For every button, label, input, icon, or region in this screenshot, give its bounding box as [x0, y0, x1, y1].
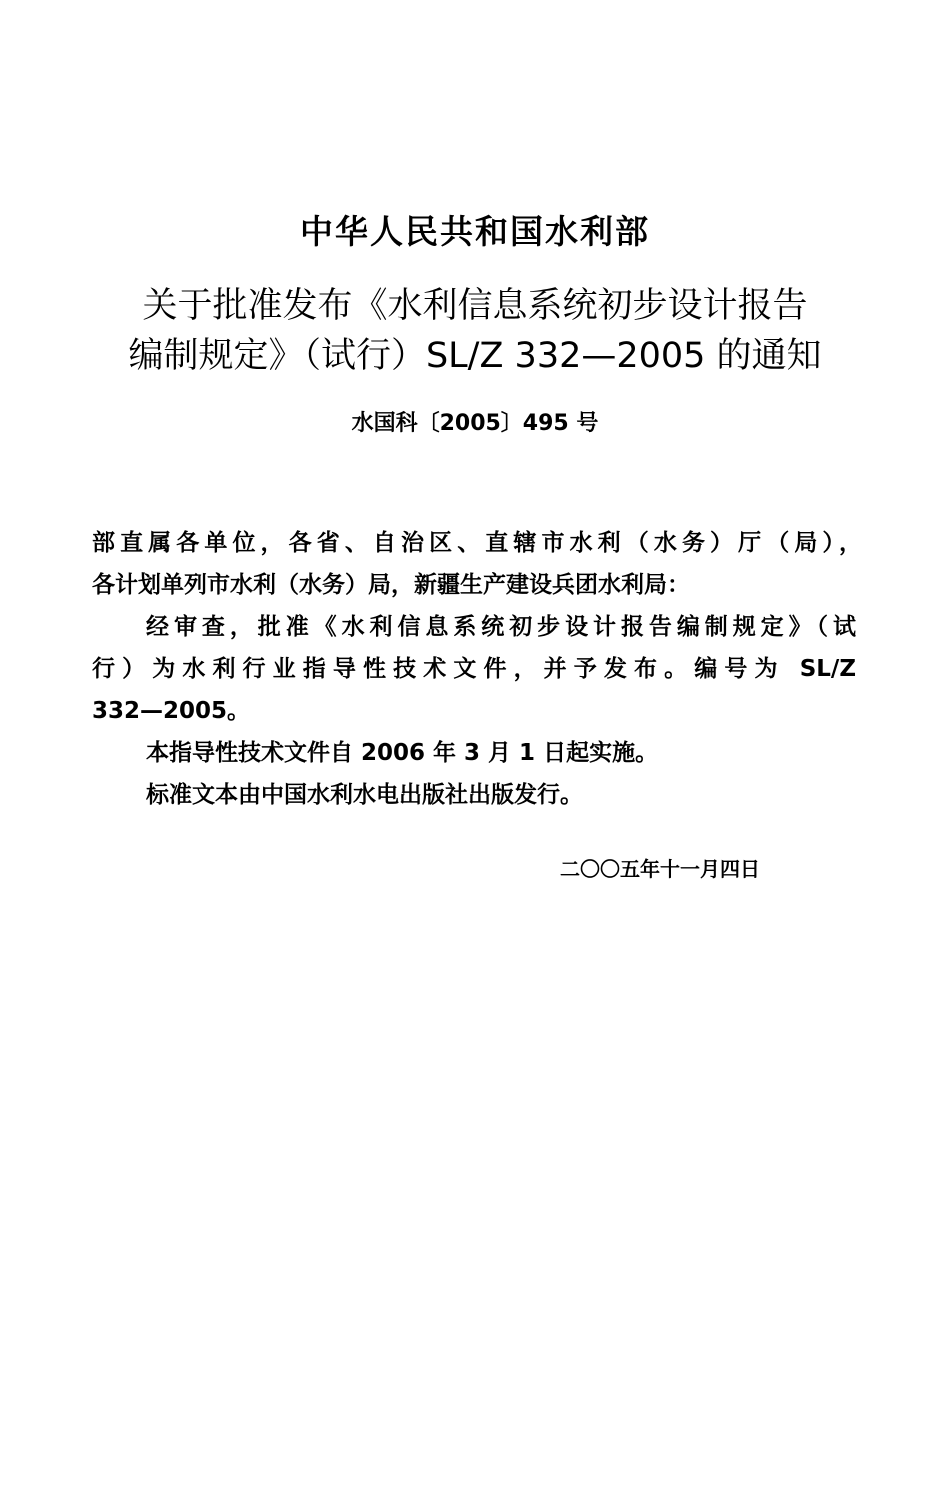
- body-paragraph-3: 标准文本由中国水利水电出版社出版发行。: [146, 782, 583, 808]
- body-paragraph-1-line-1: 经审查，批准《水利信息系统初步设计报告编制规定》（试: [146, 614, 856, 640]
- body-paragraph-2: 本指导性技术文件自 2006 年 3 月 1 日起实施。: [146, 740, 659, 766]
- issuer-heading: 中华人民共和国水利部: [300, 212, 650, 251]
- body-paragraph-1-line-3: 332—2005。: [92, 698, 251, 724]
- addressee-line-1: 部直属各单位，各省、自治区、直辖市水利（水务）厅（局），: [92, 530, 862, 556]
- addressee-line-2: 各计划单列市水利（水务）局，新疆生产建设兵团水利局：: [92, 572, 690, 598]
- notice-title-line-1: 关于批准发布《水利信息系统初步设计报告: [142, 286, 808, 326]
- notice-title-line-2: 编制规定》（试行）SL/Z 332—2005 的通知: [128, 336, 822, 376]
- document-number: 水国科〔2005〕495 号: [351, 411, 599, 436]
- issue-date: 二〇〇五年十一月四日: [560, 857, 760, 881]
- body-paragraph-1-line-2: 行）为水利行业指导性技术文件，并予发布。编号为 SL/Z: [92, 656, 856, 682]
